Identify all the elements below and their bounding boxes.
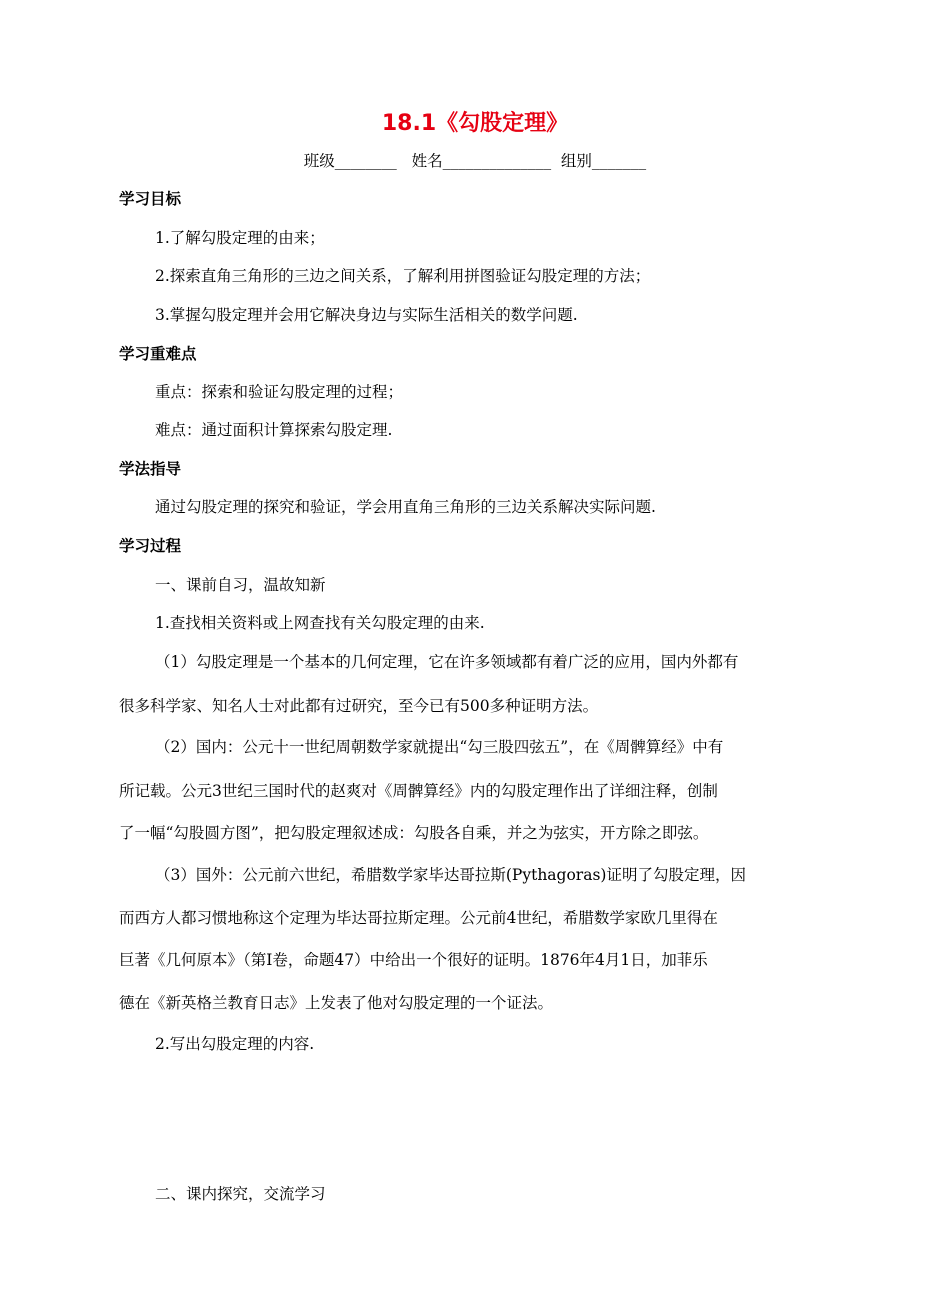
method-text: 通过勾股定理的探究和验证，学会用直角三角形的三边关系解决实际问题. bbox=[155, 498, 656, 516]
paragraph-3-line-1: （3）国外：公元前六世纪，希腊数学家毕达哥拉斯(Pythagoras)证明了勾股定理，因 bbox=[155, 866, 746, 884]
paragraph-2-line-2: 所记载。公元3世纪三国时代的赵爽对《周髀算经》内的勾股定理作出了详细注释，创制 bbox=[119, 782, 718, 800]
keypoints-heading: 学习重难点 bbox=[119, 345, 197, 363]
objectives-heading: 学习目标 bbox=[119, 190, 182, 208]
keypoint-text: 重点：探索和验证勾股定理的过程； bbox=[155, 383, 404, 401]
method-heading: 学法指导 bbox=[119, 460, 182, 478]
objective-1: 1.了解勾股定理的由来； bbox=[155, 229, 325, 247]
paragraph-2-line-3: 了一幅“勾股圆方图”，把勾股定理叙述成：勾股各自乘，并之为弦实，开方除之即弦。 bbox=[119, 824, 709, 842]
objective-2: 2.探索直角三角形的三边之间关系，了解利用拼图验证勾股定理的方法； bbox=[155, 267, 651, 285]
paragraph-3-line-4: 德在《新英格兰教育日志》上发表了他对勾股定理的一个证法。 bbox=[119, 994, 554, 1012]
question-1: 1.查找相关资料或上网查找有关勾股定理的由来. bbox=[155, 614, 485, 632]
question-2: 2.写出勾股定理的内容. bbox=[155, 1035, 315, 1053]
process-heading: 学习过程 bbox=[119, 537, 182, 555]
paragraph-3-line-2: 而西方人都习惯地称这个定理为毕达哥拉斯定理。公元前4世纪，希腊数学家欧几里得在 bbox=[119, 909, 718, 927]
difficulty-text: 难点：通过面积计算探索勾股定理. bbox=[155, 421, 393, 439]
part1-title: 一、课前自习，温故知新 bbox=[155, 576, 326, 594]
paragraph-3-line-3: 巨著《几何原本》（第Ⅰ卷，命题47）中给出一个很好的证明。1876年4月1日，加菲乐 bbox=[119, 951, 708, 969]
paragraph-1-line-2: 很多科学家、知名人士对此都有过研究，至今已有500多种证明方法。 bbox=[119, 697, 599, 715]
paragraph-1-line-1: （1）勾股定理是一个基本的几何定理，它在许多领域都有着广泛的应用，国内外都有 bbox=[155, 653, 739, 671]
document-title: 18.1《勾股定理》 bbox=[381, 111, 569, 136]
objective-3: 3.掌握勾股定理并会用它解决身边与实际生活相关的数学问题. bbox=[155, 306, 578, 324]
student-info-line: 班级________ 姓名______________ 组别_______ bbox=[303, 152, 647, 170]
part2-title: 二、课内探究，交流学习 bbox=[155, 1185, 326, 1203]
paragraph-2-line-1: （2）国内：公元十一世纪周朝数学家就提出“勾三股四弦五”，在《周髀算经》中有 bbox=[155, 738, 724, 756]
